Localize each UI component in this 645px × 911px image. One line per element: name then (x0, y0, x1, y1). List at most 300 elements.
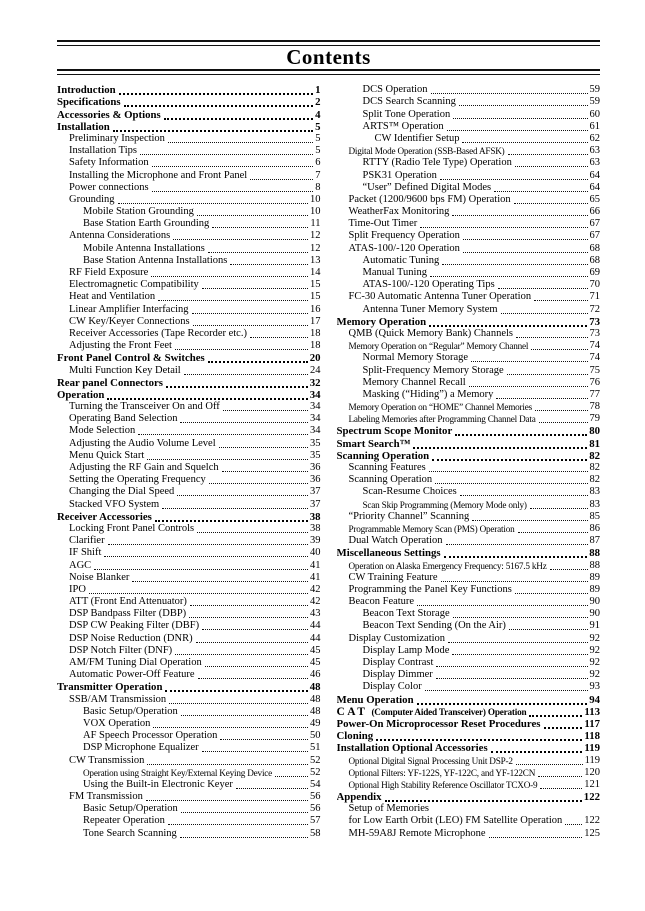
toc-entry (337, 377, 601, 389)
dot-leader (460, 495, 588, 496)
toc-entry-page: 37 (310, 486, 321, 498)
dot-leader (220, 739, 308, 740)
toc-entry-page: 85 (589, 510, 600, 522)
cat-logo-text: CAT (336, 705, 368, 718)
toc-entry-title: DSP Bandpass Filter (DBP) (69, 608, 187, 620)
toc-entry-page: 34 (310, 413, 321, 425)
toc-entry-page: 36 (310, 474, 321, 486)
toc-entry (337, 693, 601, 705)
toc-entry (57, 596, 321, 608)
dot-leader (202, 288, 308, 289)
toc-entry-page: 75 (589, 364, 600, 376)
toc-entry-page: 38 (310, 522, 321, 534)
toc-entry-page: 92 (589, 644, 600, 656)
dot-leader (147, 459, 308, 460)
toc-entry (57, 498, 321, 510)
toc-entry-page: 60 (589, 108, 600, 120)
toc-entry-title: Memory Operation on “Regular” Memory Channel (348, 341, 529, 352)
dot-leader (168, 142, 313, 143)
dot-leader (202, 751, 308, 752)
dot-leader (205, 666, 308, 667)
dot-leader (489, 837, 583, 838)
toc-entry-page: 24 (310, 364, 321, 376)
toc-entry (337, 242, 601, 254)
toc-entry (57, 511, 321, 523)
toc-entry-title: Operating Band Selection (69, 413, 178, 425)
dot-leader (124, 105, 314, 107)
toc-entry (57, 437, 321, 449)
toc-entry (57, 693, 321, 705)
dot-leader (197, 215, 308, 216)
toc-entry-page: 50 (310, 730, 321, 742)
toc-entry (57, 206, 321, 218)
toc-entry-page: 89 (589, 571, 600, 583)
toc-entry-title: Masking (“Hiding”) a Memory (362, 388, 494, 400)
toc-entry-page: 16 (310, 303, 321, 315)
toc-entry-title: Base Station Antenna Installations (83, 254, 228, 266)
toc-entry-page: 46 (310, 669, 321, 681)
toc-entry-title: DSP Noise Reduction (DNR) (69, 632, 193, 644)
toc-entry-page: 56 (310, 791, 321, 803)
toc-entry-title: “User” Defined Digital Modes (362, 181, 492, 193)
toc-entry-page: 5 (315, 132, 321, 144)
toc-entry-page: 120 (584, 766, 600, 778)
toc-entry (57, 108, 321, 120)
toc-entry-page: 39 (310, 535, 321, 547)
toc-entry-page: 64 (589, 181, 600, 193)
toc-entry-page: 81 (589, 437, 600, 450)
toc-entry-title: Installation Optional Accessories (336, 742, 488, 755)
dot-leader (165, 690, 307, 692)
toc-entry-page: 118 (584, 730, 600, 743)
toc-entry-page: 72 (589, 303, 600, 315)
dot-leader (453, 617, 588, 618)
toc-entry-page: 48 (310, 693, 321, 705)
toc-entry (57, 303, 321, 315)
toc-entry-title: Optional Digital Signal Processing Unit DSP-2 (348, 755, 513, 766)
toc-entry-page: 82 (589, 462, 600, 473)
toc-entry-page: 34 (310, 401, 321, 413)
dot-leader (515, 593, 588, 594)
toc-entry-title: Operation using Straight Key/External Keying Device (83, 767, 273, 778)
dot-leader (230, 264, 308, 265)
dot-leader (417, 703, 588, 705)
dot-leader (180, 837, 308, 838)
toc-entry-title: Operation (57, 388, 105, 401)
toc-entry (337, 121, 601, 133)
toc-entry-page: 88 (589, 559, 600, 571)
toc-entry (57, 742, 321, 754)
toc-entry-title: Display Dimmer (362, 669, 433, 681)
dot-leader (531, 349, 587, 350)
dot-leader (514, 203, 588, 204)
toc-entry-page: 45 (310, 657, 321, 668)
toc-entry (337, 511, 601, 523)
toc-entry (337, 645, 601, 657)
dot-leader (181, 715, 308, 716)
dot-leader (155, 520, 308, 522)
dot-leader (494, 191, 587, 192)
toc-entry (57, 84, 321, 96)
toc-entry-page: 18 (310, 340, 321, 352)
toc-entry (337, 754, 601, 766)
dot-leader (250, 179, 313, 180)
toc-entry (337, 681, 601, 693)
toc-entry (337, 827, 601, 839)
dot-leader (448, 642, 587, 643)
dot-leader (544, 727, 583, 729)
toc-entry (57, 632, 321, 644)
toc-entry-title: Scan-Resume Choices (362, 486, 457, 498)
dot-leader (113, 130, 313, 132)
toc-entry-page: 76 (589, 376, 600, 388)
toc-entry (337, 84, 601, 96)
dot-leader (429, 325, 587, 327)
dot-leader (166, 386, 308, 388)
toc-entry-page: 122 (584, 815, 600, 827)
toc-entry-title: Base Station Earth Grounding (83, 218, 210, 230)
toc-entry (337, 267, 601, 279)
toc-entry (337, 803, 601, 815)
dot-leader (376, 739, 582, 741)
toc-entry (337, 255, 601, 267)
toc-entry-title: Locking Front Panel Controls (69, 522, 195, 534)
toc-entry-page: 121 (584, 778, 600, 790)
toc-entry (57, 364, 321, 376)
toc-entry (57, 474, 321, 486)
toc-entry-page: 92 (589, 669, 600, 681)
dot-leader (550, 569, 588, 570)
toc-entry (57, 681, 321, 693)
toc-entry (57, 291, 321, 303)
dot-leader (119, 93, 313, 95)
toc-entry-title: Multi Function Key Detail (69, 364, 181, 376)
toc-entry-title: for Low Earth Orbit (LEO) FM Satellite Operation (348, 815, 563, 827)
dot-leader (152, 166, 314, 167)
toc-entry-title: VOX Operation (83, 717, 151, 729)
dot-leader (417, 605, 587, 606)
toc-entry-title: Introduction (57, 84, 116, 97)
dot-leader (420, 227, 587, 228)
toc-entry-page: 119 (584, 742, 600, 755)
toc-entry (57, 340, 321, 352)
dot-leader (530, 508, 588, 509)
toc-entry-title: Mobile Antenna Installations (83, 242, 205, 254)
toc-entry (57, 608, 321, 620)
toc-entry-title: AF Speech Processor Operation (83, 730, 218, 742)
toc-entry-page: 71 (589, 291, 600, 303)
toc-entry-page: 18 (310, 327, 321, 339)
toc-entry (337, 157, 601, 169)
toc-entry-page: 42 (310, 583, 321, 595)
toc-entry-title: CW Transmission (69, 754, 145, 766)
dot-leader (250, 337, 308, 338)
toc-entry-title: MH-59A8J Remote Microphone (348, 827, 486, 839)
toc-entry (57, 754, 321, 766)
toc-entry-page: 65 (589, 193, 600, 205)
toc-entry (337, 364, 601, 376)
toc-column-left (57, 84, 321, 840)
toc-entry-title: Programmable Memory Scan (PMS) Operation (348, 523, 515, 534)
toc-entry-title: Grounding (69, 193, 115, 205)
toc-entry (57, 827, 321, 839)
dot-leader (529, 715, 582, 717)
toc-entry-page: 7 (315, 169, 321, 181)
toc-entry-title: Turning the Transceiver On and Off (69, 401, 220, 413)
toc-entry (337, 437, 601, 449)
toc-entry-title: Heat and Ventilation (69, 291, 156, 303)
toc-entry-page: 88 (589, 547, 600, 560)
dot-leader (89, 593, 308, 594)
toc-entry-title: Basic Setup/Operation (83, 803, 178, 815)
toc-entry-page: 36 (310, 462, 321, 473)
toc-entry-title: Appendix (336, 791, 382, 804)
toc-entry (57, 584, 321, 596)
toc-entry-title: Dual Watch Operation (348, 535, 443, 547)
dot-leader (108, 544, 308, 545)
dot-leader (444, 556, 588, 558)
dot-leader (197, 532, 308, 533)
toc-entry-title: Programming the Panel Key Functions (348, 583, 512, 595)
toc-entry (337, 535, 601, 547)
toc-entry-page: 15 (310, 279, 321, 291)
toc-entry-title: Specifications (57, 96, 121, 109)
toc-entry-title: Mobile Station Grounding (83, 206, 194, 218)
dot-leader (209, 483, 308, 484)
toc-entry-page: 17 (310, 315, 321, 327)
dot-leader (181, 812, 308, 813)
toc-entry-page: 125 (584, 827, 600, 839)
toc-entry (57, 121, 321, 133)
toc-entry-page: 52 (310, 766, 321, 778)
dot-leader (208, 252, 308, 253)
dot-leader (472, 520, 587, 521)
toc-entry (337, 218, 601, 230)
toc-entry-page: 57 (310, 815, 321, 827)
toc-entry-title: Memory Operation on “HOME” Channel Memories (348, 402, 533, 413)
toc-entry-page: 62 (589, 132, 600, 144)
toc-entry-title: ATT (Front End Attenuator) (69, 596, 187, 608)
toc-entry-title: AGC (69, 559, 92, 571)
toc-entry-title: CW Key/Keyer Connections (69, 315, 190, 327)
dot-leader (107, 398, 307, 400)
toc-entry-page: 69 (589, 267, 600, 278)
toc-entry-title: Miscellaneous Settings (336, 547, 441, 560)
toc-entry-page: 68 (589, 242, 600, 254)
toc-entry-title: Safety Information (69, 157, 149, 169)
dot-leader (436, 678, 588, 679)
toc-entry-page: 32 (309, 376, 321, 389)
dot-leader (189, 617, 308, 618)
toc-entry-title: Adjusting the Audio Volume Level (69, 437, 216, 449)
contents-page (57, 40, 600, 840)
toc-entry-title: Beacon Text Storage (362, 608, 450, 620)
toc-entry (57, 559, 321, 571)
dot-leader (275, 776, 308, 777)
toc-entry-page: 37 (310, 498, 321, 510)
dot-leader (196, 642, 308, 643)
toc-entry-title: Preliminary Inspection (69, 132, 165, 144)
dot-leader (385, 800, 582, 802)
toc-entry-page: 90 (589, 608, 600, 620)
dot-leader (432, 459, 587, 461)
toc-entry-page: 12 (310, 230, 321, 242)
toc-entry-title: Scanning Features (348, 462, 426, 473)
toc-entry (337, 730, 601, 742)
dot-leader (515, 166, 588, 167)
toc-entry-title: Tone Search Scanning (83, 827, 177, 839)
dot-leader (442, 264, 587, 265)
toc-entry-title: Power-On Microprocessor Reset Procedures (336, 717, 541, 730)
toc-entry (337, 498, 601, 510)
toc-entry (57, 718, 321, 730)
toc-entry-page: 63 (589, 157, 600, 169)
toc-entry-title: Antenna Tuner Memory System (362, 303, 498, 315)
toc-entry-title: Menu Quick Start (69, 449, 145, 461)
dot-leader (518, 532, 588, 533)
dot-leader (463, 239, 588, 240)
toc-entry-title: FM Transmission (69, 791, 143, 803)
toc-entry-title: DSP CW Peaking Filter (DBF) (69, 620, 200, 632)
toc-entry-title: Manual Tuning (362, 267, 427, 278)
toc-entry-page: 73 (589, 315, 600, 328)
dot-leader (491, 751, 583, 753)
toc-column-right (337, 84, 601, 840)
toc-entry (57, 645, 321, 657)
toc-entry-page: 89 (589, 583, 600, 595)
toc-entry (337, 279, 601, 291)
dot-leader (190, 605, 308, 606)
toc-entry-title: Adjusting the RF Gain and Squelch (69, 462, 219, 473)
toc-entry-page: 83 (589, 498, 600, 510)
toc-entry-page: 91 (589, 620, 600, 632)
toc-entry-page: 44 (310, 632, 321, 644)
toc-entry-title: DCS Search Scanning (362, 96, 456, 108)
toc-entry-title: Front Panel Control & Switches (57, 352, 205, 365)
toc-entry-title: Automatic Tuning (362, 254, 440, 266)
toc-entry (337, 352, 601, 364)
toc-entry (337, 608, 601, 620)
dot-leader (441, 581, 588, 582)
toc-entry-page: 59 (589, 96, 600, 108)
dot-leader (138, 434, 308, 435)
toc-entry-page: 63 (589, 145, 600, 157)
toc-entry-page: 82 (589, 449, 600, 462)
toc-entry-title: Memory Channel Recall (362, 376, 466, 388)
toc-entry-title: Basic Setup/Operation (83, 705, 178, 717)
dot-leader (540, 788, 582, 789)
toc-entry (337, 559, 601, 571)
toc-entry (337, 462, 601, 474)
toc-entry (337, 706, 601, 718)
dot-leader (534, 300, 587, 301)
dot-leader (168, 824, 308, 825)
toc-entry-page: 93 (589, 681, 600, 693)
toc-entry-page: 90 (589, 596, 600, 608)
dot-leader (446, 544, 588, 545)
dot-leader (539, 422, 588, 423)
toc-entry-title: Spectrum Scope Monitor (336, 425, 453, 438)
dot-leader (471, 361, 587, 362)
toc-entry-page: 64 (589, 169, 600, 181)
dot-leader (147, 764, 308, 765)
dot-leader (413, 447, 587, 449)
dot-leader (198, 678, 308, 679)
toc-entry (57, 413, 321, 425)
toc-entry-title: Cloning (336, 730, 374, 743)
toc-entry (337, 572, 601, 584)
toc-entry-page: 117 (584, 717, 600, 730)
toc-entry-page: 67 (589, 230, 600, 242)
toc-entry (337, 718, 601, 730)
toc-entry-page: 34 (310, 425, 321, 437)
toc-entry (57, 547, 321, 559)
toc-entry-title: Display Customization (348, 632, 446, 644)
toc-entry (57, 767, 321, 779)
dot-leader (236, 788, 308, 789)
toc-entry-page: 38 (309, 510, 321, 523)
toc-columns (57, 84, 600, 840)
toc-entry-title: ARTS™ Operation (362, 120, 444, 132)
dot-leader (208, 361, 308, 363)
toc-entry (337, 169, 601, 181)
toc-entry-page: 77 (589, 388, 600, 400)
toc-entry-page: 113 (584, 705, 600, 718)
dot-leader (192, 313, 308, 314)
toc-entry (337, 96, 601, 108)
toc-entry (57, 401, 321, 413)
toc-entry-title: Installation Tips (69, 145, 137, 157)
toc-entry-page: 5 (315, 120, 321, 133)
toc-entry (57, 389, 321, 401)
dot-leader (452, 215, 587, 216)
dot-leader (501, 313, 588, 314)
toc-entry-title: Transmitter Operation (57, 681, 163, 694)
dot-leader (173, 239, 308, 240)
toc-entry-title: Scanning Operation (336, 449, 430, 462)
dot-leader (219, 447, 308, 448)
toc-entry (337, 632, 601, 644)
toc-entry-page: 12 (310, 242, 321, 254)
dot-leader (222, 471, 308, 472)
dot-leader (118, 203, 309, 204)
dot-leader (452, 654, 587, 655)
dot-leader (496, 398, 587, 399)
toc-entry-page: 122 (583, 791, 600, 804)
toc-entry-title: Split Tone Operation (362, 108, 451, 120)
toc-entry (57, 169, 321, 181)
toc-entry (57, 572, 321, 584)
dot-leader (104, 556, 308, 557)
toc-entry-page: 6 (315, 157, 321, 169)
toc-entry (337, 791, 601, 803)
toc-entry (337, 182, 601, 194)
toc-entry-page: 83 (589, 486, 600, 498)
dot-leader (430, 276, 588, 277)
toc-entry-page: 13 (310, 254, 321, 266)
toc-entry-title: PSK31 Operation (362, 169, 437, 181)
toc-entry-page: 78 (589, 401, 600, 413)
toc-entry-title: Display Color (362, 681, 422, 693)
toc-entry-page: 11 (310, 218, 321, 230)
toc-entry (337, 815, 601, 827)
dot-leader (94, 569, 308, 570)
toc-entry-page: 66 (589, 206, 600, 218)
dot-leader (202, 629, 308, 630)
toc-entry (337, 133, 601, 145)
toc-entry-title: Receiver Accessories (57, 510, 152, 523)
toc-entry-title: SSB/AM Transmission (69, 693, 167, 705)
